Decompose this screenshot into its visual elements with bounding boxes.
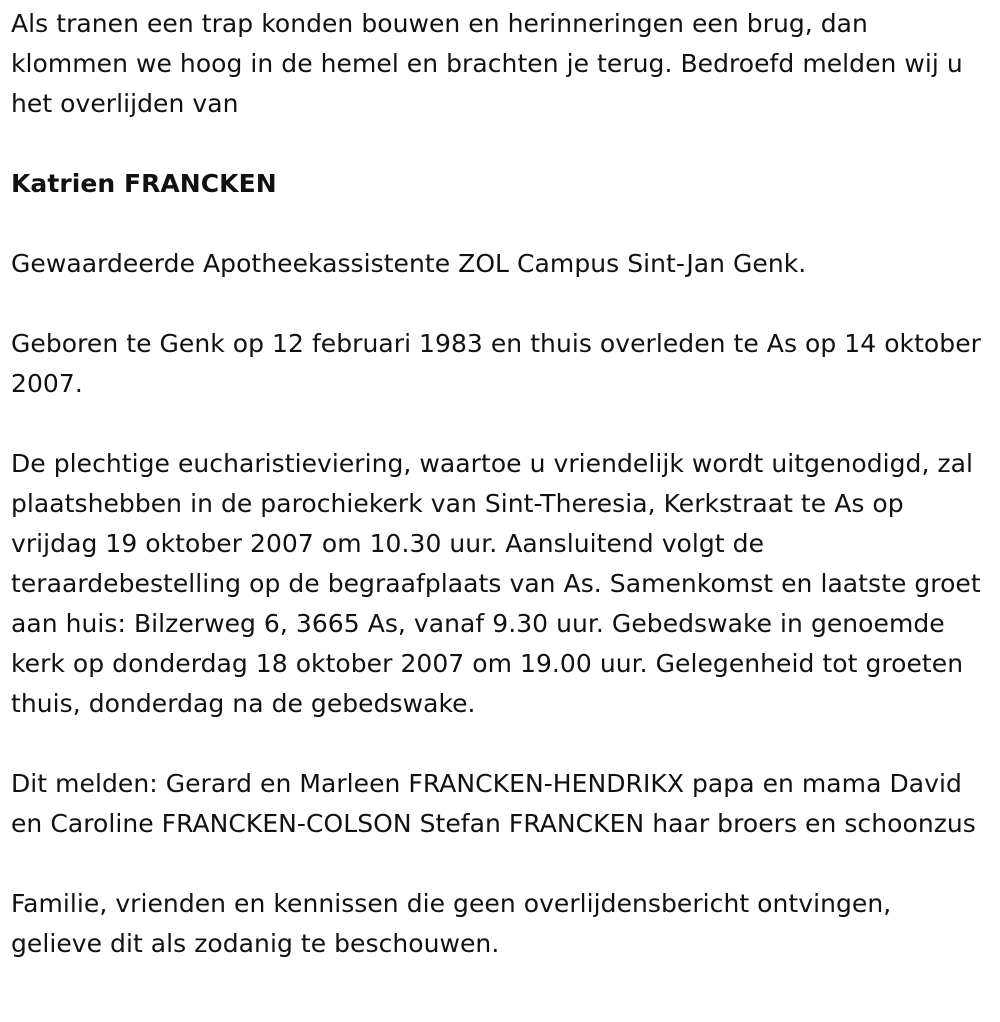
birth-death-paragraph: Geboren te Genk op 12 februari 1983 en thuis overleden te As op 14 oktober 2007. bbox=[11, 329, 981, 398]
ceremony-paragraph: De plechtige eucharistieviering, waartoe u vriendelijk wordt uitgenodigd, zal plaatshebben in de parochiekerk van Sint-Theresia, Kerkstraat te As op vrijdag 19 oktober 2007 om 10.30 uur. Aansluitend volgt de teraardebestelling op de begraafplaats van As. Samenkomst en laatste groet aan huis: Bilzerweg 6, 3665 As, vanaf 9.30 uur. Gebedswake in genoemde kerk op donderdag 18 oktober 2007 om 19.00 uur. Gelegenheid tot groeten thuis, donderdag na de gebedswake. bbox=[11, 449, 981, 718]
intro-paragraph: Als tranen een trap konden bouwen en herinneringen een brug, dan klommen we hoog in de hemel en brachten je terug. Bedroefd melden wij u het overlijden van bbox=[11, 9, 963, 118]
deceased-name: Katrien FRANCKEN bbox=[11, 169, 277, 198]
obituary-document bbox=[11, 4, 986, 964]
closing-paragraph: Familie, vrienden en kennissen die geen overlijdensbericht ontvingen, gelieve dit als zodanig te beschouwen. bbox=[11, 889, 892, 958]
announcers-paragraph: Dit melden: Gerard en Marleen FRANCKEN-HENDRIKX papa en mama David en Caroline FRANCKEN-COLSON Stefan FRANCKEN haar broers en schoonzus bbox=[11, 769, 976, 838]
occupation-paragraph: Gewaardeerde Apotheekassistente ZOL Campus Sint-Jan Genk. bbox=[11, 249, 807, 278]
